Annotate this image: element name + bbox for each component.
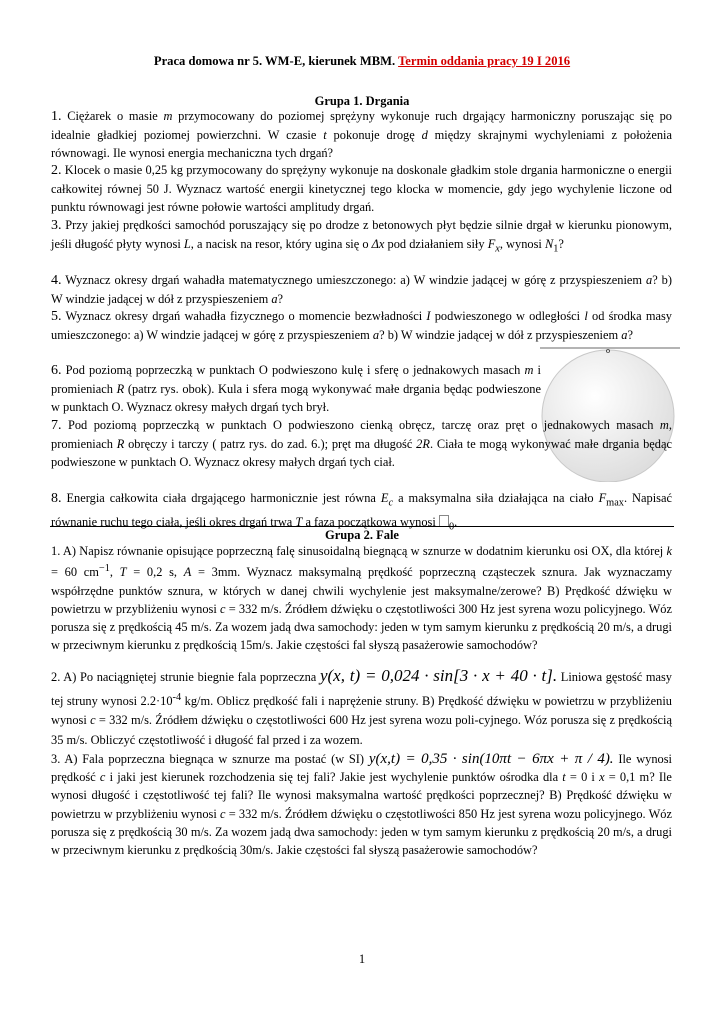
group1-problem-7: 7. Pod poziomą poprzeczką w punktach O podwieszono cienką obręcz, tarczę oraz pręt o jednakowych masach m, promieniach R obręczy i tarczy ( patrz rys. do zad. 6.); pręt ma długość 2R. Ciała te mogą wykonywać małe drgania będąc podwieszone w punktach O. Wyznacz okresy małych drgań tych ciał. <box>51 418 672 470</box>
wave-equation-3: y(x,t) = 0,35 · sin(10πt − 6πx + π / 4). <box>368 751 614 767</box>
group1-heading: Grupa 1. Drgania <box>314 94 410 108</box>
page-title <box>0 54 724 69</box>
section-divider <box>50 526 674 527</box>
group1-problem-8: 8. Energia całkowita ciała drgającego harmonicznie jest równa $E_c$ a maksymalna siła działająca na ciało $F_{max}$. Napisać równanie ruchu tego ciała, jeśli okres drgań trwa T a faza początkowa wynosi $_0$. <box>51 491 672 533</box>
group1-problem-2: 2. Klocek o masie 0,25 kg przymocowany do sprężyny wykonuje na doskonale gładkim stole drgania harmoniczne o energii całkowitej równej 50 J. Wyznacz wartość energii kinetycznej tego klocka w momencie, gdy jego wychylenie liczone od punktu równowagi jest równe połowie wartości amplitudy drgań. <box>51 163 672 215</box>
group1-problem-4: 4. Wyznacz okresy drgań wahadła matematycznego umieszczonego: a) W windzie jadącej w górę z przyspieszeniem a? b) W windzie jadącej w dół z przyspieszeniem a? <box>51 273 672 307</box>
group1-problem-5: 5. Wyznacz okresy drgań wahadła fizycznego o momencie bezwładności I podwieszonego w odległości l od środka masy umieszczonego: a) W windzie jadącej w górę z przyspieszeniem a? b) W windzie jadącej w dół z przyspieszeniem a? <box>51 309 672 343</box>
group2-problem-1: 1. A) Napisz równanie opisujące poprzeczną falę sinusoidalną biegnącą w sznurze w dodatnim kierunku osi OX, dla której k = 60 $cm^{-1}$, T = 0,2 s, A = 3mm. Wyznacz maksymalną prędkość poprzeczną cząsteczek sznura. Jak wyznaczamy współrzędne punktów sznura, w których w danej chwili wychylenie jest maksymalne/zerowe? B) Prędkość dźwięku w powietrzu w przybliżeniu wynosi c = 332 m/s. Źródłem dźwięku o częstotliwości 300 Hz jest syrena wozu policyjnego. Wóz porusza się z prędkością 45 m/s. Za wozem jadą dwa samochody: jeden w tym samym kierunku z prędkością 20 m/s, a drugi w przeciwnym kierunku z prędkością 15m/s. Jakie częstości fal słyszą pasażerowie samochodów? <box>51 544 673 653</box>
group2-problem-3: 3. A) Fala poprzeczna biegnąca w sznurze ma postać (w SI) y(x,t) = 0,35 · sin(10πt − 6πx + π / 4). Ile wynosi prędkość c i jaki jest kierunek rozchodzenia się tej fali? Jakie jest wychylenie punktów ośrodka dla t = 0 i x = 0,1 m? Ile wynosi długość i częstotliwość tej fali? Ile wynosi maksymalna wartość prędkości poprzecznej? B) Prędkość dźwięku w powietrzu w przybliżeniu wynosi c = 332 m/s. Źródłem dźwięku o częstotliwości 850 Hz jest syrena wozu policyjnego. Wóz porusza się z prędkością 30 m/s. Za wozem jadą dwa samochody: jeden w tym samym kierunku z prędkością 20 m/s, a drugi w przeciwnym kierunku z prędkością 30m/s. Jakie częstości fal słyszą pasażerowie samochodów? <box>51 751 672 858</box>
title-deadline: Termin oddania pracy 19 I 2016 <box>398 54 571 68</box>
group1-problem-1: 1. Ciężarek o masie m przymocowany do poziomej sprężyny wykonuje ruch drgający harmoniczny poruszając się po idealnie gładkiej poziomej powierzchni. W czasie t pokonuje drogę d między skrajnymi wychyleniami z położenia równowagi. Ile wynosi energia mechaniczna tych drgań? <box>51 109 672 161</box>
phase-placeholder-box <box>439 515 449 527</box>
group1-problem-3: 3. Przy jakiej prędkości samochód poruszający się po drodze z betonowych płyt będzie silnie drgał w kierunku pionowym, jeśli długość płyty wynosi L, a nacisk na resor, który ugina się o Δx pod działaniem siły $F_x$, wynosi $N_1$? <box>51 218 672 255</box>
group1-problem-6: 6. Pod poziomą poprzeczką w punktach O podwieszono kulę i sferę o jednakowych masach m i promieniach R (patrz rys. obok). Kula i sfera mogą wykonywać małe drgania będąc podwieszone w punktach O. Wyznacz okresy małych drgań tych brył. <box>51 363 541 415</box>
page-number: 1 <box>358 952 366 966</box>
group2-heading: Grupa 2. Fale <box>325 528 399 542</box>
group2-problem-2: 2. A) Po naciągniętej strunie biegnie fala poprzeczna y(x, t) = 0,024 · sin[3 · x + 40 · t]. Liniowa gęstość masy tej struny wynosi $2.2\cdot 10^{-4}$ kg/m. Oblicz prędkość fali i naprężenie struny. B) Prędkość dźwięku w powietrzu w przybliżeniu wynosi c = 332 m/s. Źródłem dźwięku o częstotliwości 600 Hz jest syrena wozu poli-cyjnego. Wóz porusza się z prędkością 35 m/s. Obliczyć częstotliwość i długość fal przed i za wozem. <box>51 666 673 747</box>
suspension-point-label: o <box>606 346 610 355</box>
wave-equation-2: y(x, t) = 0,024 · sin[3 · x + 40 · t]. <box>319 666 558 685</box>
title-main: Praca domowa nr 5. WM-E, kierunek MBM. <box>153 54 396 68</box>
